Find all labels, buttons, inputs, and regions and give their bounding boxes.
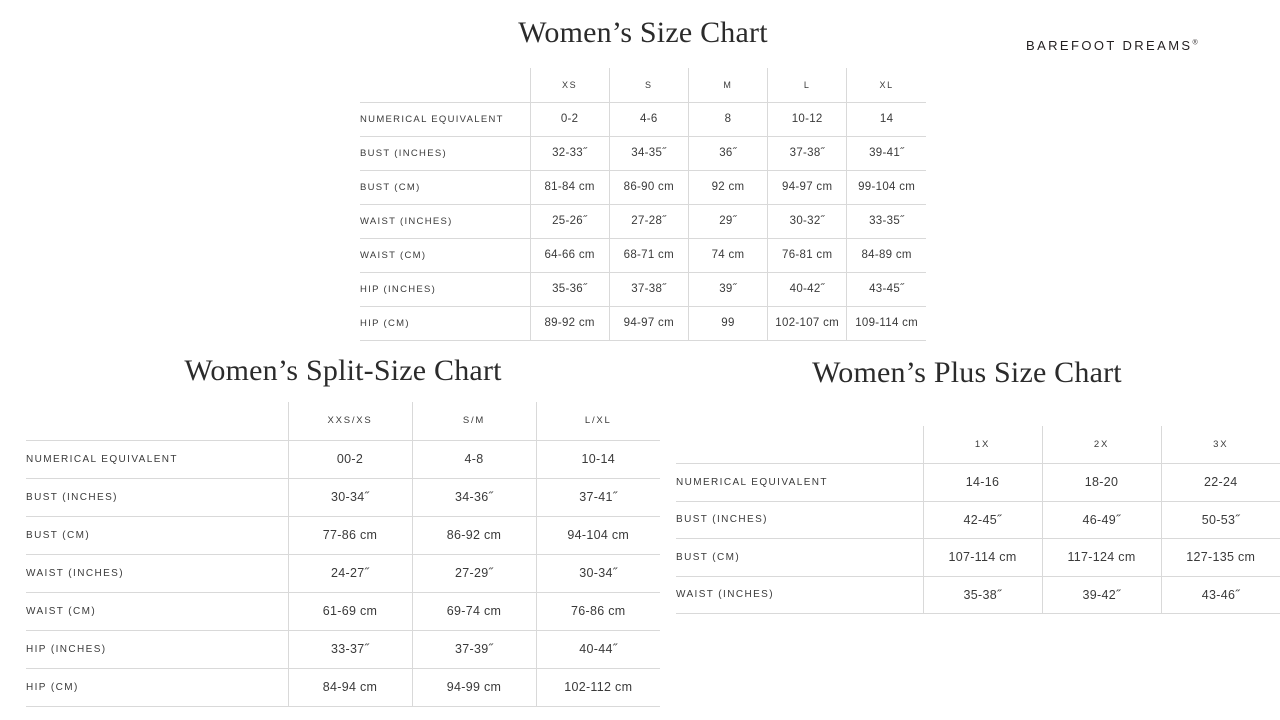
- brand-name: BAREFOOT DREAMS: [1026, 38, 1193, 53]
- table-cell: 18-20: [1042, 464, 1161, 502]
- row-label: BUST (CM): [360, 170, 530, 204]
- table-cell: 30-34˝: [536, 554, 660, 592]
- column-header: S/M: [412, 402, 536, 440]
- table-cell: 76-86 cm: [536, 592, 660, 630]
- table-cell: 43-45˝: [847, 272, 926, 306]
- table-row: [26, 440, 660, 478]
- table-row: [26, 478, 660, 516]
- table-cell: 35-36˝: [530, 272, 609, 306]
- table-cell: 37-41˝: [536, 478, 660, 516]
- table-header-row: [360, 68, 926, 102]
- table-cell: 14-16: [923, 464, 1042, 502]
- column-header: XL: [847, 68, 926, 102]
- table-cell: 61-69 cm: [288, 592, 412, 630]
- table-cell: 43-46˝: [1161, 576, 1280, 614]
- table-row: [676, 501, 1280, 539]
- brand-trademark: ®: [1192, 39, 1198, 47]
- table-row: [26, 592, 660, 630]
- table-cell: 32-33˝: [530, 136, 609, 170]
- column-header: XS: [530, 68, 609, 102]
- column-header: 2X: [1042, 426, 1161, 464]
- table-row: [26, 668, 660, 706]
- table-cell: 99: [688, 306, 767, 340]
- table-cell: 39˝: [688, 272, 767, 306]
- row-label: WAIST (CM): [26, 592, 288, 630]
- table-cell: 10-14: [536, 440, 660, 478]
- table-row: [676, 576, 1280, 614]
- table-cell: 34-36˝: [412, 478, 536, 516]
- table-cell: 99-104 cm: [847, 170, 926, 204]
- table-row: [360, 238, 926, 272]
- table-corner: [676, 426, 923, 464]
- womens-plus-size-chart-table-wrap: [676, 426, 1280, 614]
- table-cell: 37-39˝: [412, 630, 536, 668]
- table-cell: 64-66 cm: [530, 238, 609, 272]
- table-cell: 00-2: [288, 440, 412, 478]
- table-cell: 30-34˝: [288, 478, 412, 516]
- column-header: L: [768, 68, 847, 102]
- column-header: L/XL: [536, 402, 660, 440]
- column-header: XXS/XS: [288, 402, 412, 440]
- brand-logo: [1026, 38, 1226, 53]
- row-label: HIP (CM): [360, 306, 530, 340]
- table-cell: 40-44˝: [536, 630, 660, 668]
- table-cell: 94-97 cm: [609, 306, 688, 340]
- table-cell: 39-41˝: [847, 136, 926, 170]
- table-row: [676, 539, 1280, 577]
- table-cell: 36˝: [688, 136, 767, 170]
- row-label: NUMERICAL EQUIVALENT: [26, 440, 288, 478]
- table-cell: 33-35˝: [847, 204, 926, 238]
- table-cell: 109-114 cm: [847, 306, 926, 340]
- table-cell: 77-86 cm: [288, 516, 412, 554]
- column-header: 3X: [1161, 426, 1280, 464]
- row-label: BUST (CM): [676, 539, 923, 577]
- womens-size-chart-title: Women’s Size Chart: [518, 16, 768, 49]
- table-cell: 92 cm: [688, 170, 767, 204]
- row-label: BUST (INCHES): [676, 501, 923, 539]
- column-header: 1X: [923, 426, 1042, 464]
- table-cell: 102-107 cm: [768, 306, 847, 340]
- table-cell: 86-90 cm: [609, 170, 688, 204]
- table-cell: 30-32˝: [768, 204, 847, 238]
- row-label: HIP (INCHES): [26, 630, 288, 668]
- table-cell: 76-81 cm: [768, 238, 847, 272]
- table-cell: 8: [688, 102, 767, 136]
- table-cell: 102-112 cm: [536, 668, 660, 706]
- table-cell: 86-92 cm: [412, 516, 536, 554]
- womens-split-size-chart-table-wrap: [26, 402, 660, 707]
- table-header-row: [26, 402, 660, 440]
- table-cell: 81-84 cm: [530, 170, 609, 204]
- table-cell: 34-35˝: [609, 136, 688, 170]
- womens-split-size-chart-table: [26, 402, 660, 707]
- table-cell: 94-104 cm: [536, 516, 660, 554]
- table-cell: 27-29˝: [412, 554, 536, 592]
- table-row: [360, 306, 926, 340]
- table-cell: 33-37˝: [288, 630, 412, 668]
- table-cell: 89-92 cm: [530, 306, 609, 340]
- table-cell: 84-94 cm: [288, 668, 412, 706]
- row-label: HIP (INCHES): [360, 272, 530, 306]
- table-row: [26, 516, 660, 554]
- table-cell: 84-89 cm: [847, 238, 926, 272]
- table-cell: 27-28˝: [609, 204, 688, 238]
- table-cell: 94-97 cm: [768, 170, 847, 204]
- row-label: HIP (CM): [26, 668, 288, 706]
- womens-split-size-chart-title: Women’s Split-Size Chart: [184, 354, 502, 387]
- row-label: WAIST (CM): [360, 238, 530, 272]
- table-cell: 24-27˝: [288, 554, 412, 592]
- table-cell: 0-2: [530, 102, 609, 136]
- table-cell: 68-71 cm: [609, 238, 688, 272]
- table-cell: 127-135 cm: [1161, 539, 1280, 577]
- table-cell: 25-26˝: [530, 204, 609, 238]
- table-row: [360, 170, 926, 204]
- table-cell: 39-42˝: [1042, 576, 1161, 614]
- table-cell: 37-38˝: [609, 272, 688, 306]
- table-cell: 29˝: [688, 204, 767, 238]
- table-header-row: [676, 426, 1280, 464]
- row-label: WAIST (INCHES): [676, 576, 923, 614]
- table-row: [26, 630, 660, 668]
- column-header: S: [609, 68, 688, 102]
- womens-plus-size-chart-table: [676, 426, 1280, 614]
- table-row: [360, 204, 926, 238]
- table-cell: 107-114 cm: [923, 539, 1042, 577]
- table-corner: [26, 402, 288, 440]
- table-row: [26, 554, 660, 592]
- table-cell: 50-53˝: [1161, 501, 1280, 539]
- table-cell: 37-38˝: [768, 136, 847, 170]
- table-cell: 40-42˝: [768, 272, 847, 306]
- table-row: [676, 464, 1280, 502]
- table-row: [360, 272, 926, 306]
- table-cell: 4-8: [412, 440, 536, 478]
- table-cell: 14: [847, 102, 926, 136]
- table-cell: 4-6: [609, 102, 688, 136]
- table-cell: 46-49˝: [1042, 501, 1161, 539]
- row-label: BUST (INCHES): [26, 478, 288, 516]
- row-label: WAIST (INCHES): [26, 554, 288, 592]
- column-header: M: [688, 68, 767, 102]
- row-label: BUST (CM): [26, 516, 288, 554]
- table-cell: 35-38˝: [923, 576, 1042, 614]
- womens-size-chart-table-wrap: [360, 68, 926, 341]
- row-label: WAIST (INCHES): [360, 204, 530, 238]
- table-cell: 22-24: [1161, 464, 1280, 502]
- table-row: [360, 136, 926, 170]
- table-corner: [360, 68, 530, 102]
- table-row: [360, 102, 926, 136]
- womens-plus-size-chart-title: Women’s Plus Size Chart: [812, 356, 1122, 389]
- womens-size-chart-table: [360, 68, 926, 341]
- table-cell: 42-45˝: [923, 501, 1042, 539]
- row-label: NUMERICAL EQUIVALENT: [676, 464, 923, 502]
- table-cell: 117-124 cm: [1042, 539, 1161, 577]
- row-label: NUMERICAL EQUIVALENT: [360, 102, 530, 136]
- table-cell: 74 cm: [688, 238, 767, 272]
- table-cell: 69-74 cm: [412, 592, 536, 630]
- table-cell: 94-99 cm: [412, 668, 536, 706]
- row-label: BUST (INCHES): [360, 136, 530, 170]
- table-cell: 10-12: [768, 102, 847, 136]
